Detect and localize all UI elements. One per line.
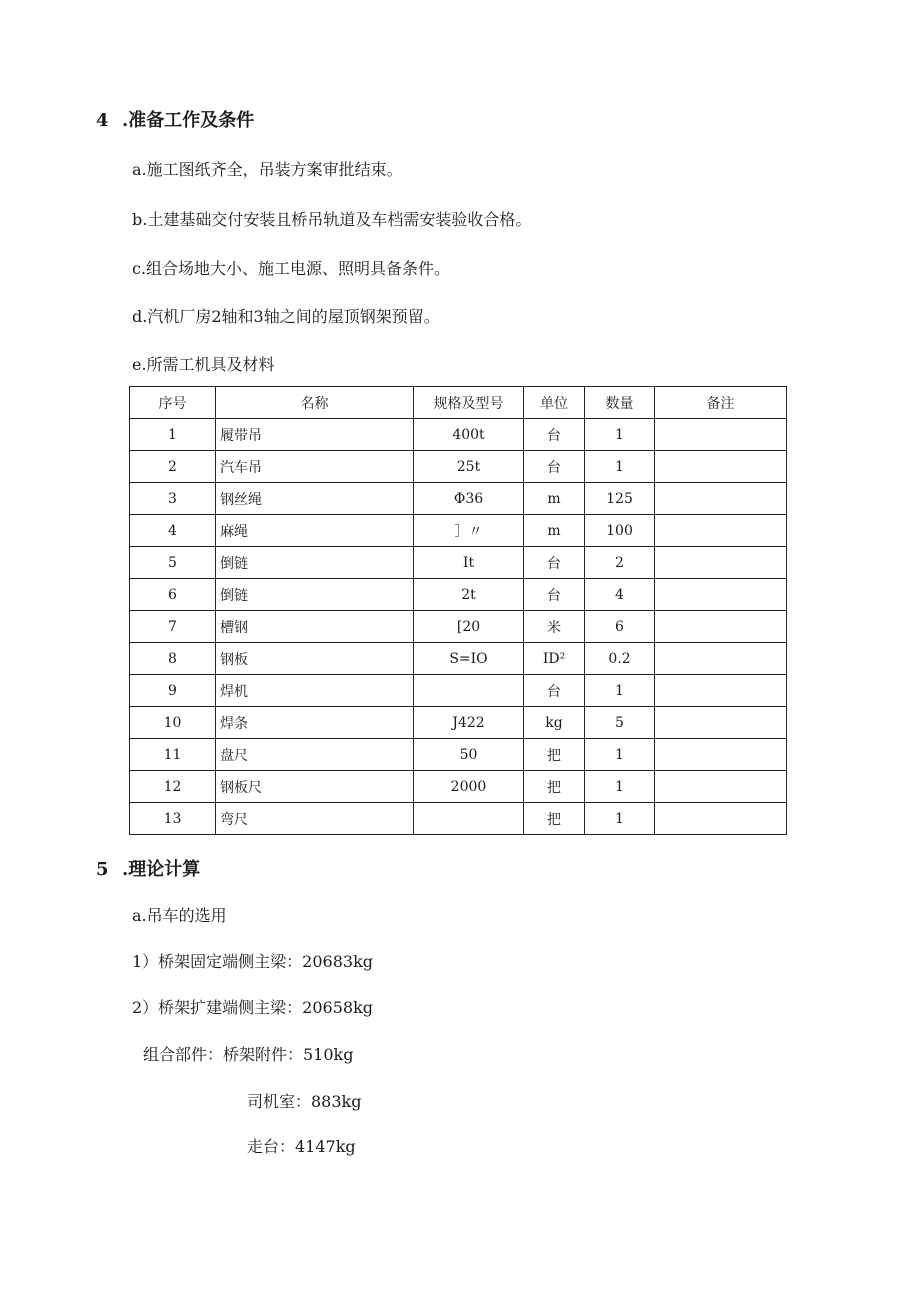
cell-seq: 4 [130, 515, 216, 547]
cell-seq: 3 [130, 483, 216, 515]
cell-remark [655, 771, 787, 803]
cell-spec: 50 [414, 739, 524, 771]
cell-seq: 6 [130, 579, 216, 611]
table-row [130, 739, 787, 771]
cell-name: 汽车吊 [216, 451, 414, 483]
condition-b: b.土建基础交付安装且桥吊轨道及车档需安装验收合格。 [132, 210, 532, 229]
cell-qty: 4 [585, 579, 655, 611]
cell-qty: 6 [585, 611, 655, 643]
cell-unit: 把 [524, 739, 585, 771]
cell-name: 弯尺 [216, 803, 414, 835]
table-row [130, 771, 787, 803]
cell-unit: 台 [524, 419, 585, 451]
section-4-heading [96, 106, 254, 132]
table-row [130, 803, 787, 835]
cell-qty: 5 [585, 707, 655, 739]
section-5-title: .理论计算 [122, 859, 201, 880]
cell-remark [655, 419, 787, 451]
cell-remark [655, 707, 787, 739]
assembly-bridge-accessories-weight: 组合部件：桥架附件：510kg [143, 1045, 354, 1064]
cell-remark [655, 739, 787, 771]
cell-qty: 1 [585, 803, 655, 835]
cell-unit: 台 [524, 579, 585, 611]
cell-name: 倒链 [216, 579, 414, 611]
cell-seq: 7 [130, 611, 216, 643]
cab-weight: 司机室：883kg [247, 1092, 362, 1111]
crane-selection-subheading: a.吊车的选用 [132, 906, 227, 925]
cell-remark [655, 675, 787, 707]
cell-qty: 0.2 [585, 643, 655, 675]
table-row [130, 451, 787, 483]
section-4-number: 4 [96, 110, 109, 131]
cell-spec: ］〃 [414, 515, 524, 547]
walkway-weight: 走台：4147kg [247, 1137, 356, 1156]
cell-name: 钢丝绳 [216, 483, 414, 515]
cell-spec: [20 [414, 611, 524, 643]
cell-qty: 2 [585, 547, 655, 579]
cell-seq: 11 [130, 739, 216, 771]
table-row [130, 547, 787, 579]
table-row [130, 611, 787, 643]
table-row [130, 707, 787, 739]
table-row [130, 515, 787, 547]
table-row [130, 643, 787, 675]
cell-unit: 台 [524, 451, 585, 483]
cell-name: 焊机 [216, 675, 414, 707]
cell-spec: 25t [414, 451, 524, 483]
condition-d: d.汽机厂房2轴和3轴之间的屋顶钢架预留。 [132, 307, 440, 326]
cell-qty: 100 [585, 515, 655, 547]
col-header-remark: 备注 [655, 387, 787, 419]
cell-remark [655, 483, 787, 515]
cell-name: 焊条 [216, 707, 414, 739]
section-5-number: 5 [96, 859, 109, 880]
tools-materials-table [129, 386, 787, 835]
cell-seq: 13 [130, 803, 216, 835]
cell-remark [655, 579, 787, 611]
cell-unit: kg [524, 707, 585, 739]
col-header-qty: 数量 [585, 387, 655, 419]
cell-qty: 1 [585, 675, 655, 707]
cell-remark [655, 451, 787, 483]
cell-seq: 9 [130, 675, 216, 707]
col-header-unit: 单位 [524, 387, 585, 419]
cell-seq: 10 [130, 707, 216, 739]
cell-remark [655, 515, 787, 547]
table-row [130, 483, 787, 515]
fixed-end-girder-weight: 1）桥架固定端侧主梁：20683kg [132, 952, 374, 971]
col-header-name: 名称 [216, 387, 414, 419]
cell-qty: 125 [585, 483, 655, 515]
cell-qty: 1 [585, 771, 655, 803]
cell-spec: J422 [414, 707, 524, 739]
table-row [130, 419, 787, 451]
cell-qty: 1 [585, 451, 655, 483]
cell-name: 履带吊 [216, 419, 414, 451]
cell-remark [655, 643, 787, 675]
cell-unit: 把 [524, 771, 585, 803]
cell-unit: m [524, 515, 585, 547]
col-header-seq: 序号 [130, 387, 216, 419]
cell-qty: 1 [585, 419, 655, 451]
cell-remark [655, 611, 787, 643]
condition-a: a.施工图纸齐全，吊装方案审批结束。 [132, 160, 403, 179]
cell-remark [655, 547, 787, 579]
expansion-end-girder-weight: 2）桥架扩建端侧主梁：20658kg [132, 998, 374, 1017]
cell-unit: ID² [524, 643, 585, 675]
section-5-heading [96, 855, 200, 881]
cell-spec: S=IO [414, 643, 524, 675]
cell-qty: 1 [585, 739, 655, 771]
cell-unit: 米 [524, 611, 585, 643]
cell-name: 麻绳 [216, 515, 414, 547]
cell-spec [414, 675, 524, 707]
cell-unit: 台 [524, 675, 585, 707]
section-4-title: .准备工作及条件 [122, 110, 255, 131]
cell-name: 钢板 [216, 643, 414, 675]
cell-seq: 2 [130, 451, 216, 483]
table-row [130, 579, 787, 611]
cell-seq: 8 [130, 643, 216, 675]
cell-spec: Φ36 [414, 483, 524, 515]
col-header-spec: 规格及型号 [414, 387, 524, 419]
cell-seq: 1 [130, 419, 216, 451]
condition-c: c.组合场地大小、施工电源、照明具备条件。 [132, 259, 451, 278]
table-row [130, 675, 787, 707]
cell-spec: It [414, 547, 524, 579]
cell-spec [414, 803, 524, 835]
condition-e: e.所需工机具及材料 [132, 355, 275, 374]
cell-name: 钢板尺 [216, 771, 414, 803]
cell-unit: m [524, 483, 585, 515]
cell-seq: 12 [130, 771, 216, 803]
cell-unit: 把 [524, 803, 585, 835]
cell-name: 槽钢 [216, 611, 414, 643]
table-header-row [130, 387, 787, 419]
cell-spec: 2t [414, 579, 524, 611]
cell-name: 倒链 [216, 547, 414, 579]
cell-spec: 400t [414, 419, 524, 451]
cell-spec: 2000 [414, 771, 524, 803]
cell-unit: 台 [524, 547, 585, 579]
cell-seq: 5 [130, 547, 216, 579]
cell-name: 盘尺 [216, 739, 414, 771]
cell-remark [655, 803, 787, 835]
